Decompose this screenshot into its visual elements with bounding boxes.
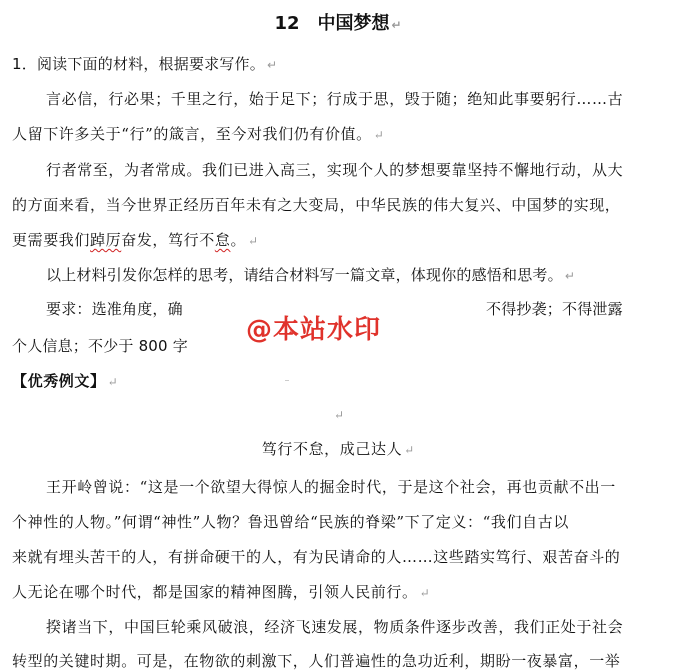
essay-line: 个神性的人物。”何谓“神性”人物？鲁迅曾给“民族的脊梁”下了定义：“我们自古以	[12, 513, 569, 531]
title-text: 中国梦想	[317, 13, 390, 34]
paragraph-mark: ↵	[404, 443, 415, 457]
material-line: 言必信，行必果；千里之行，始于足下；行成于思，毁于随；绝知此事要躬行……古	[46, 90, 624, 108]
paragraph-mark: ↵	[266, 58, 278, 72]
essay-line	[12, 582, 676, 603]
paragraph-mark: ↵	[419, 586, 430, 600]
paragraph-mark: ↵	[107, 375, 118, 389]
material-line	[12, 124, 676, 145]
sample-heading-text: 【优秀例文】	[12, 372, 106, 390]
material-line: 的方面来看，当今世界正经历百年未有之大变局，中华民族的伟大复兴、中国梦的实现，	[12, 196, 621, 214]
material-line: 行者常至，为者常成。我们已进入高三，实现个人的梦想要靠坚持不懈地行动，从大	[46, 161, 624, 179]
question-line	[12, 54, 676, 75]
material-text: 奋发，笃行不	[121, 231, 215, 249]
essay-line: 揆诸当下，中国巨轮乘风破浪，经济飞速发展，物质条件逐步改善，我们正处于社会	[46, 618, 624, 636]
essay-text: 人无论在哪个时代，都是国家的精神图腾，引领人民前行。	[12, 583, 418, 601]
page-title	[0, 12, 676, 37]
requirements-right: 不得抄袭；不得泄露	[486, 300, 623, 318]
paragraph-mark: ↵	[248, 234, 259, 248]
material-text: 更需要我们	[12, 231, 91, 249]
essay-title	[0, 439, 676, 460]
paragraph-mark: ↵	[564, 269, 575, 283]
requirements-line2: 个人信息；不少于 800 字	[12, 337, 188, 355]
material-line	[12, 230, 676, 251]
paragraph-mark: ↵	[333, 408, 345, 422]
title-number: 12	[274, 13, 300, 34]
requirements-left: 要求：选准角度，确	[46, 300, 183, 318]
spellcheck-underline: 踔厉	[90, 231, 122, 249]
essay-line: 转型的关键时期。可是，在物欲的刺激下，人们普遍性的急功近利，期盼一夜暴富，一举	[12, 652, 621, 670]
spellcheck-underline: 怠	[214, 231, 231, 249]
sample-heading	[12, 371, 676, 392]
site-watermark: @本站水印	[246, 315, 382, 345]
blank-line	[0, 404, 676, 425]
divider-dot	[285, 380, 289, 381]
essay-title-text: 笃行不怠，成己达人	[261, 440, 403, 458]
essay-line: 王开岭曾说：“这是一个欲望大得惊人的掘金时代，于是这个社会，再也贡献不出一	[46, 478, 616, 496]
paragraph-mark: ↵	[373, 128, 384, 142]
material-text: 。	[230, 231, 247, 249]
question-text: 1．阅读下面的材料，根据要求写作。	[12, 55, 265, 73]
essay-line: 来就有埋头苦干的人，有拼命硬干的人，有为民请命的人……这些踏实笃行、艰苦奋斗的	[12, 548, 621, 566]
prompt-line	[46, 265, 676, 286]
paragraph-mark: ↵	[391, 18, 402, 32]
prompt-text: 以上材料引发你怎样的思考，请结合材料写一篇文章，体现你的感悟和思考。	[46, 266, 563, 284]
material-text: 人留下许多关于“行”的箴言，至今对我们仍有价值。	[12, 125, 372, 143]
